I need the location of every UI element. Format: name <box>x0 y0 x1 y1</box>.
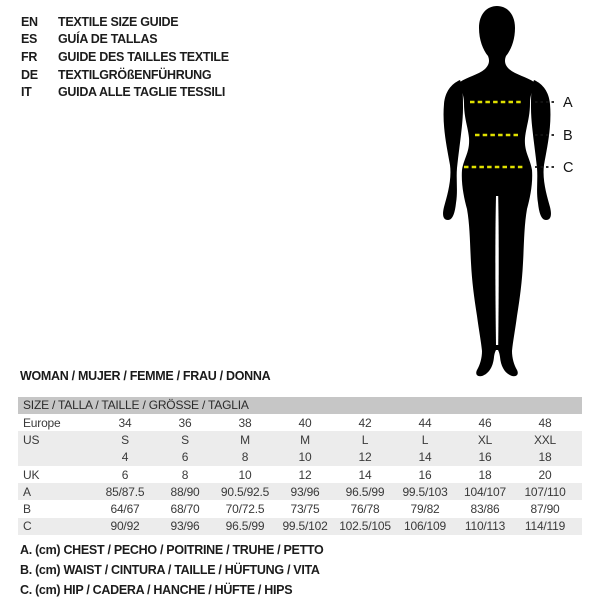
table-cell: 14 <box>418 450 432 465</box>
marker-label-c: C <box>563 160 574 176</box>
table-cell: S <box>121 432 129 447</box>
table-cell: 76/78 <box>350 502 380 517</box>
woman-silhouette-diagram <box>420 0 600 380</box>
row-label: A <box>23 484 31 499</box>
guide-title: TEXTILE SIZE GUIDE <box>58 14 179 29</box>
table-cell: 106/109 <box>404 519 446 534</box>
row-label: US <box>23 432 40 447</box>
row-label: UK <box>23 467 40 482</box>
table-cell: 42 <box>358 415 372 430</box>
body-measurement-figure <box>420 0 600 380</box>
table-cell: L <box>421 432 429 447</box>
table-cell: 6 <box>121 467 129 482</box>
leg-seam <box>495 196 498 345</box>
table-cell: XXL <box>533 432 557 447</box>
table-cell: 34 <box>118 415 132 430</box>
table-cell: 102.5/105 <box>339 519 391 534</box>
row-label: Europe <box>23 415 61 430</box>
language-row <box>21 31 229 49</box>
table-cell: 14 <box>358 467 372 482</box>
table-row <box>18 500 582 517</box>
table-cell: 110/113 <box>464 519 506 534</box>
table-cell: 73/75 <box>290 502 320 517</box>
language-row <box>21 66 229 84</box>
table-cell: 104/107 <box>464 484 506 499</box>
table-row <box>18 449 582 466</box>
legend-line: C. (cm) HIP / CADERA / HANCHE / HÜFTE / HIPS <box>20 583 293 597</box>
table-cell: 88/90 <box>170 484 200 499</box>
marker-label-b: B <box>563 128 573 144</box>
table-cell: 70/72.5 <box>225 502 265 517</box>
row-label: B <box>23 502 31 517</box>
table-cell: 90.5/92.5 <box>220 484 270 499</box>
table-row <box>18 518 582 535</box>
language-code: EN <box>21 14 38 29</box>
size-table-body <box>18 414 582 535</box>
guide-title: GUÍA DE TALLAS <box>58 32 158 47</box>
table-cell: 44 <box>418 415 432 430</box>
table-cell: 8 <box>241 450 249 465</box>
table-cell: 40 <box>298 415 312 430</box>
table-cell: 99.5/102 <box>282 519 328 534</box>
size-table-header: SIZE / TALLA / TAILLE / GRÖSSE / TAGLIA <box>18 397 582 414</box>
table-cell: 90/92 <box>110 519 140 534</box>
table-cell: 6 <box>181 450 189 465</box>
table-cell: 48 <box>538 415 552 430</box>
table-cell: 85/87.5 <box>105 484 145 499</box>
table-row <box>18 414 582 431</box>
table-row <box>18 483 582 500</box>
table-row <box>18 466 582 483</box>
language-row <box>21 13 229 31</box>
table-cell: M <box>300 432 310 447</box>
table-cell: 18 <box>478 467 492 482</box>
guide-title: GUIDA ALLE TAGLIE TESSILI <box>58 85 226 100</box>
table-cell: 79/82 <box>410 502 440 517</box>
table-cell: 96.5/99 <box>345 484 385 499</box>
row-label: C <box>23 519 32 534</box>
table-cell: 16 <box>478 450 492 465</box>
table-cell: 68/70 <box>170 502 200 517</box>
size-table <box>18 397 582 535</box>
table-cell: 107/110 <box>524 484 566 499</box>
table-cell: 93/96 <box>290 484 320 499</box>
measurement-legend <box>20 540 323 600</box>
table-cell: 12 <box>298 467 312 482</box>
section-title-woman: WOMAN / MUJER / FEMME / FRAU / DONNA <box>20 369 271 383</box>
table-cell: 10 <box>238 467 252 482</box>
table-cell: 64/67 <box>110 502 140 517</box>
left-arm <box>443 80 463 220</box>
marker-label-a: A <box>563 95 573 111</box>
table-cell: 96.5/99 <box>225 519 265 534</box>
table-cell: 83/86 <box>470 502 500 517</box>
table-cell: 46 <box>478 415 492 430</box>
table-cell: L <box>361 432 369 447</box>
table-cell: 114/119 <box>524 519 566 534</box>
table-cell: 99.5/103 <box>402 484 448 499</box>
table-cell: 4 <box>121 450 129 465</box>
language-code: ES <box>21 32 38 47</box>
legend-line: B. (cm) WAIST / CINTURA / TAILLE / HÜFTUNG / VITA <box>20 563 320 577</box>
guide-title: GUIDE DES TAILLES TEXTILE <box>58 49 229 64</box>
table-cell: 8 <box>181 467 189 482</box>
table-cell: 10 <box>298 450 312 465</box>
table-cell: S <box>181 432 189 447</box>
table-cell: 20 <box>538 467 552 482</box>
language-code: FR <box>21 49 38 64</box>
table-cell: 87/90 <box>530 502 560 517</box>
table-cell: 36 <box>178 415 192 430</box>
table-cell: M <box>240 432 250 447</box>
language-title-list <box>21 13 229 101</box>
table-row <box>18 431 582 448</box>
language-row <box>21 83 229 101</box>
language-code: DE <box>21 67 38 82</box>
table-cell: 38 <box>238 415 252 430</box>
guide-title: TEXTILGRÖßENFÜHRUNG <box>58 67 212 82</box>
table-cell: 12 <box>358 450 372 465</box>
language-code: IT <box>21 85 32 100</box>
table-cell: 16 <box>418 467 432 482</box>
table-cell: 18 <box>538 450 552 465</box>
legend-line: A. (cm) CHEST / PECHO / POITRINE / TRUHE / PETTO <box>20 543 324 557</box>
table-cell: 93/96 <box>170 519 200 534</box>
language-row <box>21 48 229 66</box>
table-cell: XL <box>477 432 493 447</box>
right-arm <box>531 80 551 220</box>
